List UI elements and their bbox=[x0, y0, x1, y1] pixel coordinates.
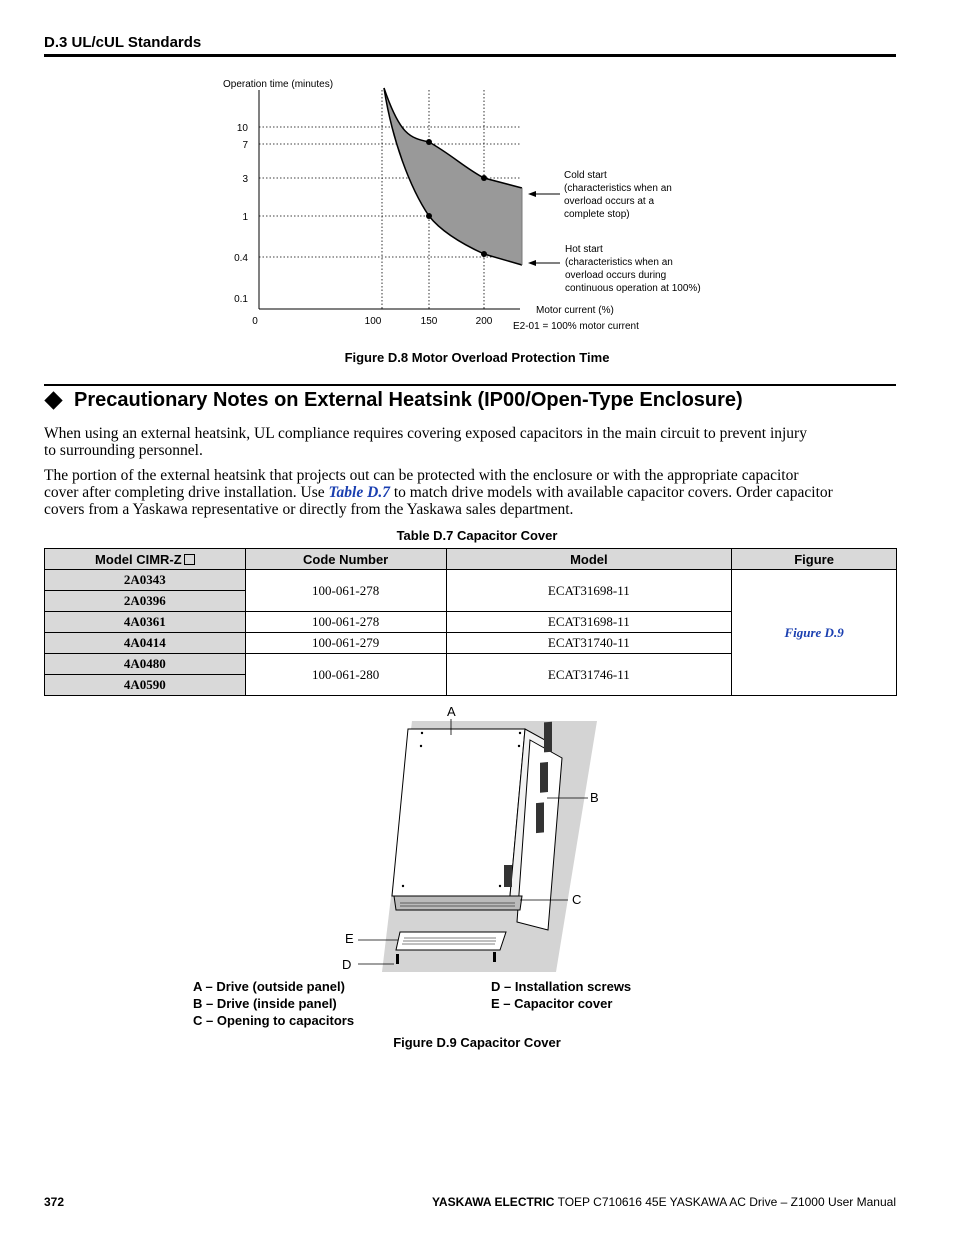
paragraph-1 bbox=[44, 425, 896, 459]
cold-annotation: complete stop) bbox=[564, 209, 630, 220]
col-header-code: Code Number bbox=[245, 549, 446, 570]
col-header-model: Model CIMR-Z bbox=[45, 549, 246, 570]
ytick-label: 0.4 bbox=[234, 253, 248, 264]
footer-doc: TOEP C710616 45E YASKAWA AC Drive – Z1000 User Manual bbox=[554, 1195, 896, 1209]
footer-text bbox=[432, 1195, 896, 1209]
code-cell: 100-061-279 bbox=[245, 633, 446, 654]
cover-model-cell: ECAT31746-11 bbox=[446, 654, 732, 696]
ytick-label: 1 bbox=[242, 212, 248, 223]
heading-rule bbox=[44, 384, 896, 386]
ytick-label: 10 bbox=[236, 123, 248, 134]
table-header-row bbox=[45, 549, 897, 570]
checkbox-icon bbox=[184, 554, 195, 565]
para-line: The portion of the external heatsink that projects out can be protected with the enclosure or with the appropriate capacitor bbox=[44, 467, 799, 484]
cover-model-cell: ECAT31698-11 bbox=[446, 570, 732, 612]
legend-item: A – Drive (outside panel) bbox=[193, 979, 345, 994]
model-cell: 4A0361 bbox=[45, 612, 246, 633]
para-line: covers from a Yaskawa representative or directly from the Yaskawa sales department. bbox=[44, 501, 574, 518]
cold-point bbox=[426, 139, 432, 145]
capacitor-cover-table bbox=[44, 548, 897, 696]
chart-xlabel: Motor current (%) bbox=[536, 305, 614, 316]
table-row bbox=[45, 570, 897, 591]
para-line bbox=[44, 484, 896, 501]
footer-brand: YASKAWA ELECTRIC bbox=[432, 1195, 555, 1209]
diamond-icon bbox=[44, 391, 62, 409]
overload-chart bbox=[0, 60, 954, 345]
ytick-label: 0.1 bbox=[234, 294, 248, 305]
para-line: When using an external heatsink, UL compliance requires covering exposed capacitors in the main circuit to prevent injury bbox=[44, 425, 807, 442]
model-cell: 4A0414 bbox=[45, 633, 246, 654]
cold-arrowhead bbox=[528, 191, 536, 197]
cold-annotation: Cold start bbox=[564, 170, 607, 181]
table-caption: Table D.7 Capacitor Cover bbox=[396, 528, 558, 543]
heading-text: Precautionary Notes on External Heatsink (IP00/Open-Type Enclosure) bbox=[74, 389, 743, 411]
figure-legend-left bbox=[193, 978, 354, 1029]
col-header-cover-model: Model bbox=[446, 549, 732, 570]
code-cell: 100-061-278 bbox=[245, 570, 446, 612]
legend-item: B – Drive (inside panel) bbox=[193, 996, 337, 1011]
figure-d9-caption: Figure D.9 Capacitor Cover bbox=[393, 1035, 561, 1050]
legend-item: E – Capacitor cover bbox=[491, 996, 613, 1011]
model-cell: 2A0343 bbox=[45, 570, 246, 591]
figure-cell bbox=[732, 570, 897, 696]
cover-model-cell: ECAT31698-11 bbox=[446, 612, 732, 633]
cold-annotation: (characteristics when an bbox=[564, 183, 672, 194]
hot-annotation: (characteristics when an bbox=[565, 257, 673, 268]
label-c: C bbox=[572, 892, 582, 907]
figure-d9-link[interactable]: Figure D.9 bbox=[784, 624, 844, 640]
capacitor-cover-illustration bbox=[0, 700, 954, 980]
hot-point bbox=[481, 251, 487, 257]
hot-arrowhead bbox=[528, 260, 536, 266]
cover-model-cell: ECAT31740-11 bbox=[446, 633, 732, 654]
para-text: to match drive models with available capacitor covers. Order capacitor bbox=[389, 484, 833, 501]
cold-point bbox=[481, 175, 487, 181]
code-cell: 100-061-280 bbox=[245, 654, 446, 696]
label-d: D bbox=[342, 957, 352, 972]
hot-point bbox=[426, 213, 432, 219]
label-a: A bbox=[447, 704, 456, 719]
table-d7-link[interactable]: Table D.7 bbox=[328, 484, 390, 501]
cold-annotation: overload occurs at a bbox=[564, 196, 655, 207]
label-e: E bbox=[345, 931, 354, 946]
xtick-label: 0 bbox=[252, 316, 258, 327]
section-heading bbox=[44, 389, 743, 412]
hot-annotation: overload occurs during bbox=[565, 270, 667, 281]
label-b: B bbox=[590, 790, 599, 805]
figure-legend-right bbox=[491, 978, 631, 1012]
chart-xnote: E2-01 = 100% motor current bbox=[513, 321, 639, 332]
legend-item: C – Opening to capacitors bbox=[193, 1013, 355, 1028]
xtick-label: 200 bbox=[475, 316, 493, 327]
xtick-label: 150 bbox=[420, 316, 438, 327]
col-header-figure: Figure bbox=[732, 549, 897, 570]
overload-band bbox=[384, 88, 522, 265]
chart-ylabel: Operation time (minutes) bbox=[223, 79, 334, 90]
hot-annotation: Hot start bbox=[565, 244, 603, 255]
model-cell: 2A0396 bbox=[45, 591, 246, 612]
xtick-label: 100 bbox=[364, 316, 382, 327]
hot-annotation: continuous operation at 100%) bbox=[565, 283, 701, 294]
code-cell: 100-061-278 bbox=[245, 612, 446, 633]
model-cell: 4A0480 bbox=[45, 654, 246, 675]
legend-item: D – Installation screws bbox=[491, 979, 632, 994]
page-number: 372 bbox=[44, 1195, 65, 1209]
ytick-label: 3 bbox=[242, 174, 248, 185]
header-rule bbox=[44, 54, 896, 57]
para-text: cover after completing drive installation. Use bbox=[44, 484, 329, 501]
section-header: D.3 UL/cUL Standards bbox=[44, 34, 202, 51]
ytick-label: 7 bbox=[242, 140, 248, 151]
figure-d8-caption: Figure D.8 Motor Overload Protection Time bbox=[344, 350, 610, 365]
paragraph-2 bbox=[44, 467, 896, 518]
model-cell: 4A0590 bbox=[45, 675, 246, 696]
para-line: to surrounding personnel. bbox=[44, 442, 203, 459]
